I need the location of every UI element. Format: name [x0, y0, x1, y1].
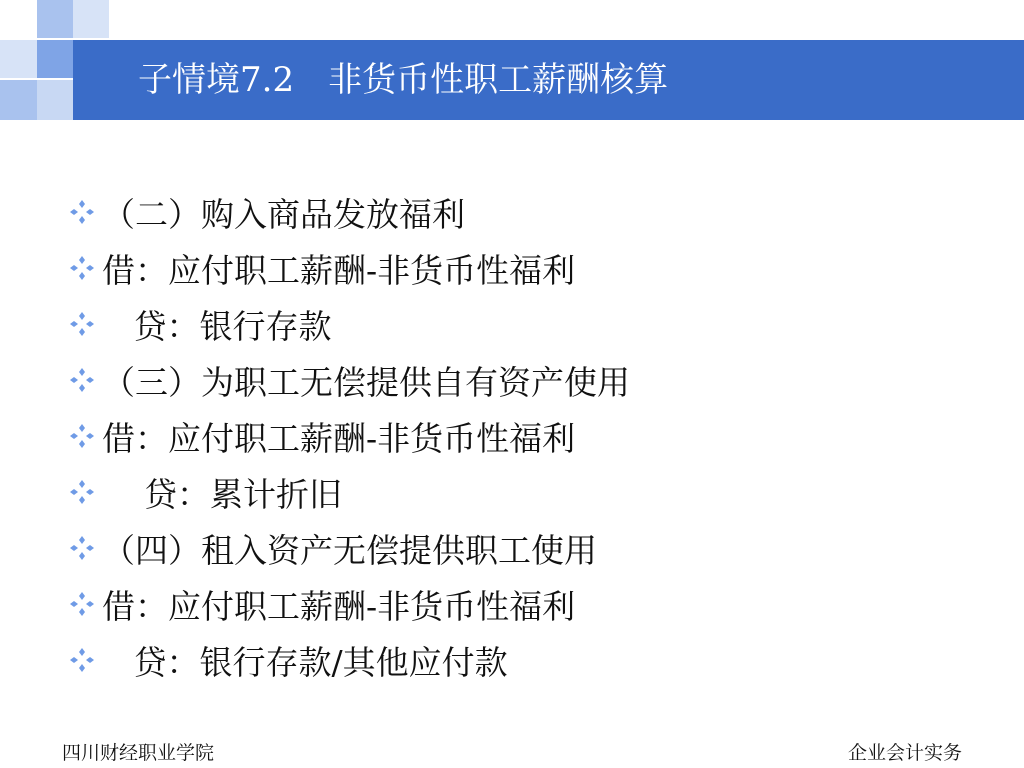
diamond-bullet-icon	[66, 252, 98, 284]
decor-square	[37, 40, 73, 78]
list-item	[66, 352, 966, 408]
list-item-text: （四）租入资产无偿提供职工使用	[102, 530, 597, 570]
list-item-text: （三）为职工无偿提供自有资产使用	[102, 362, 630, 402]
list-item-text: 借：应付职工薪酬-非货币性福利	[102, 250, 576, 290]
footer-course: 企业会计实务	[847, 742, 962, 764]
diamond-bullet-icon	[66, 644, 98, 676]
list-item-text: 借：应付职工薪酬-非货币性福利	[102, 418, 576, 458]
list-item	[66, 632, 966, 688]
diamond-bullet-icon	[66, 588, 98, 620]
diamond-bullet-icon	[66, 532, 98, 564]
list-item	[66, 240, 966, 296]
list-item	[66, 184, 966, 240]
decor-square	[37, 0, 73, 38]
decor-square	[0, 40, 37, 78]
decor-square	[0, 80, 37, 120]
list-item-text: 贷：累计折旧	[102, 474, 342, 514]
diamond-bullet-icon	[66, 420, 98, 452]
diamond-bullet-icon	[66, 308, 98, 340]
footer-school: 四川财经职业学院	[62, 742, 215, 764]
diamond-bullet-icon	[66, 364, 98, 396]
diamond-bullet-icon	[66, 476, 98, 508]
list-item	[66, 464, 966, 520]
slide-title: 子情境7.2 非货币性职工薪酬核算	[138, 60, 669, 100]
list-item-text: 借：应付职工薪酬-非货币性福利	[102, 586, 576, 626]
list-item	[66, 296, 966, 352]
list-item	[66, 576, 966, 632]
list-item	[66, 408, 966, 464]
bullet-list	[66, 184, 966, 688]
list-item	[66, 520, 966, 576]
list-item-text: 贷：银行存款	[102, 306, 332, 346]
diamond-bullet-icon	[66, 196, 98, 228]
decor-square	[73, 0, 109, 38]
list-item-text: （二）购入商品发放福利	[102, 194, 465, 234]
list-item-text: 贷：银行存款/其他应付款	[102, 642, 508, 682]
decor-square	[37, 80, 73, 120]
